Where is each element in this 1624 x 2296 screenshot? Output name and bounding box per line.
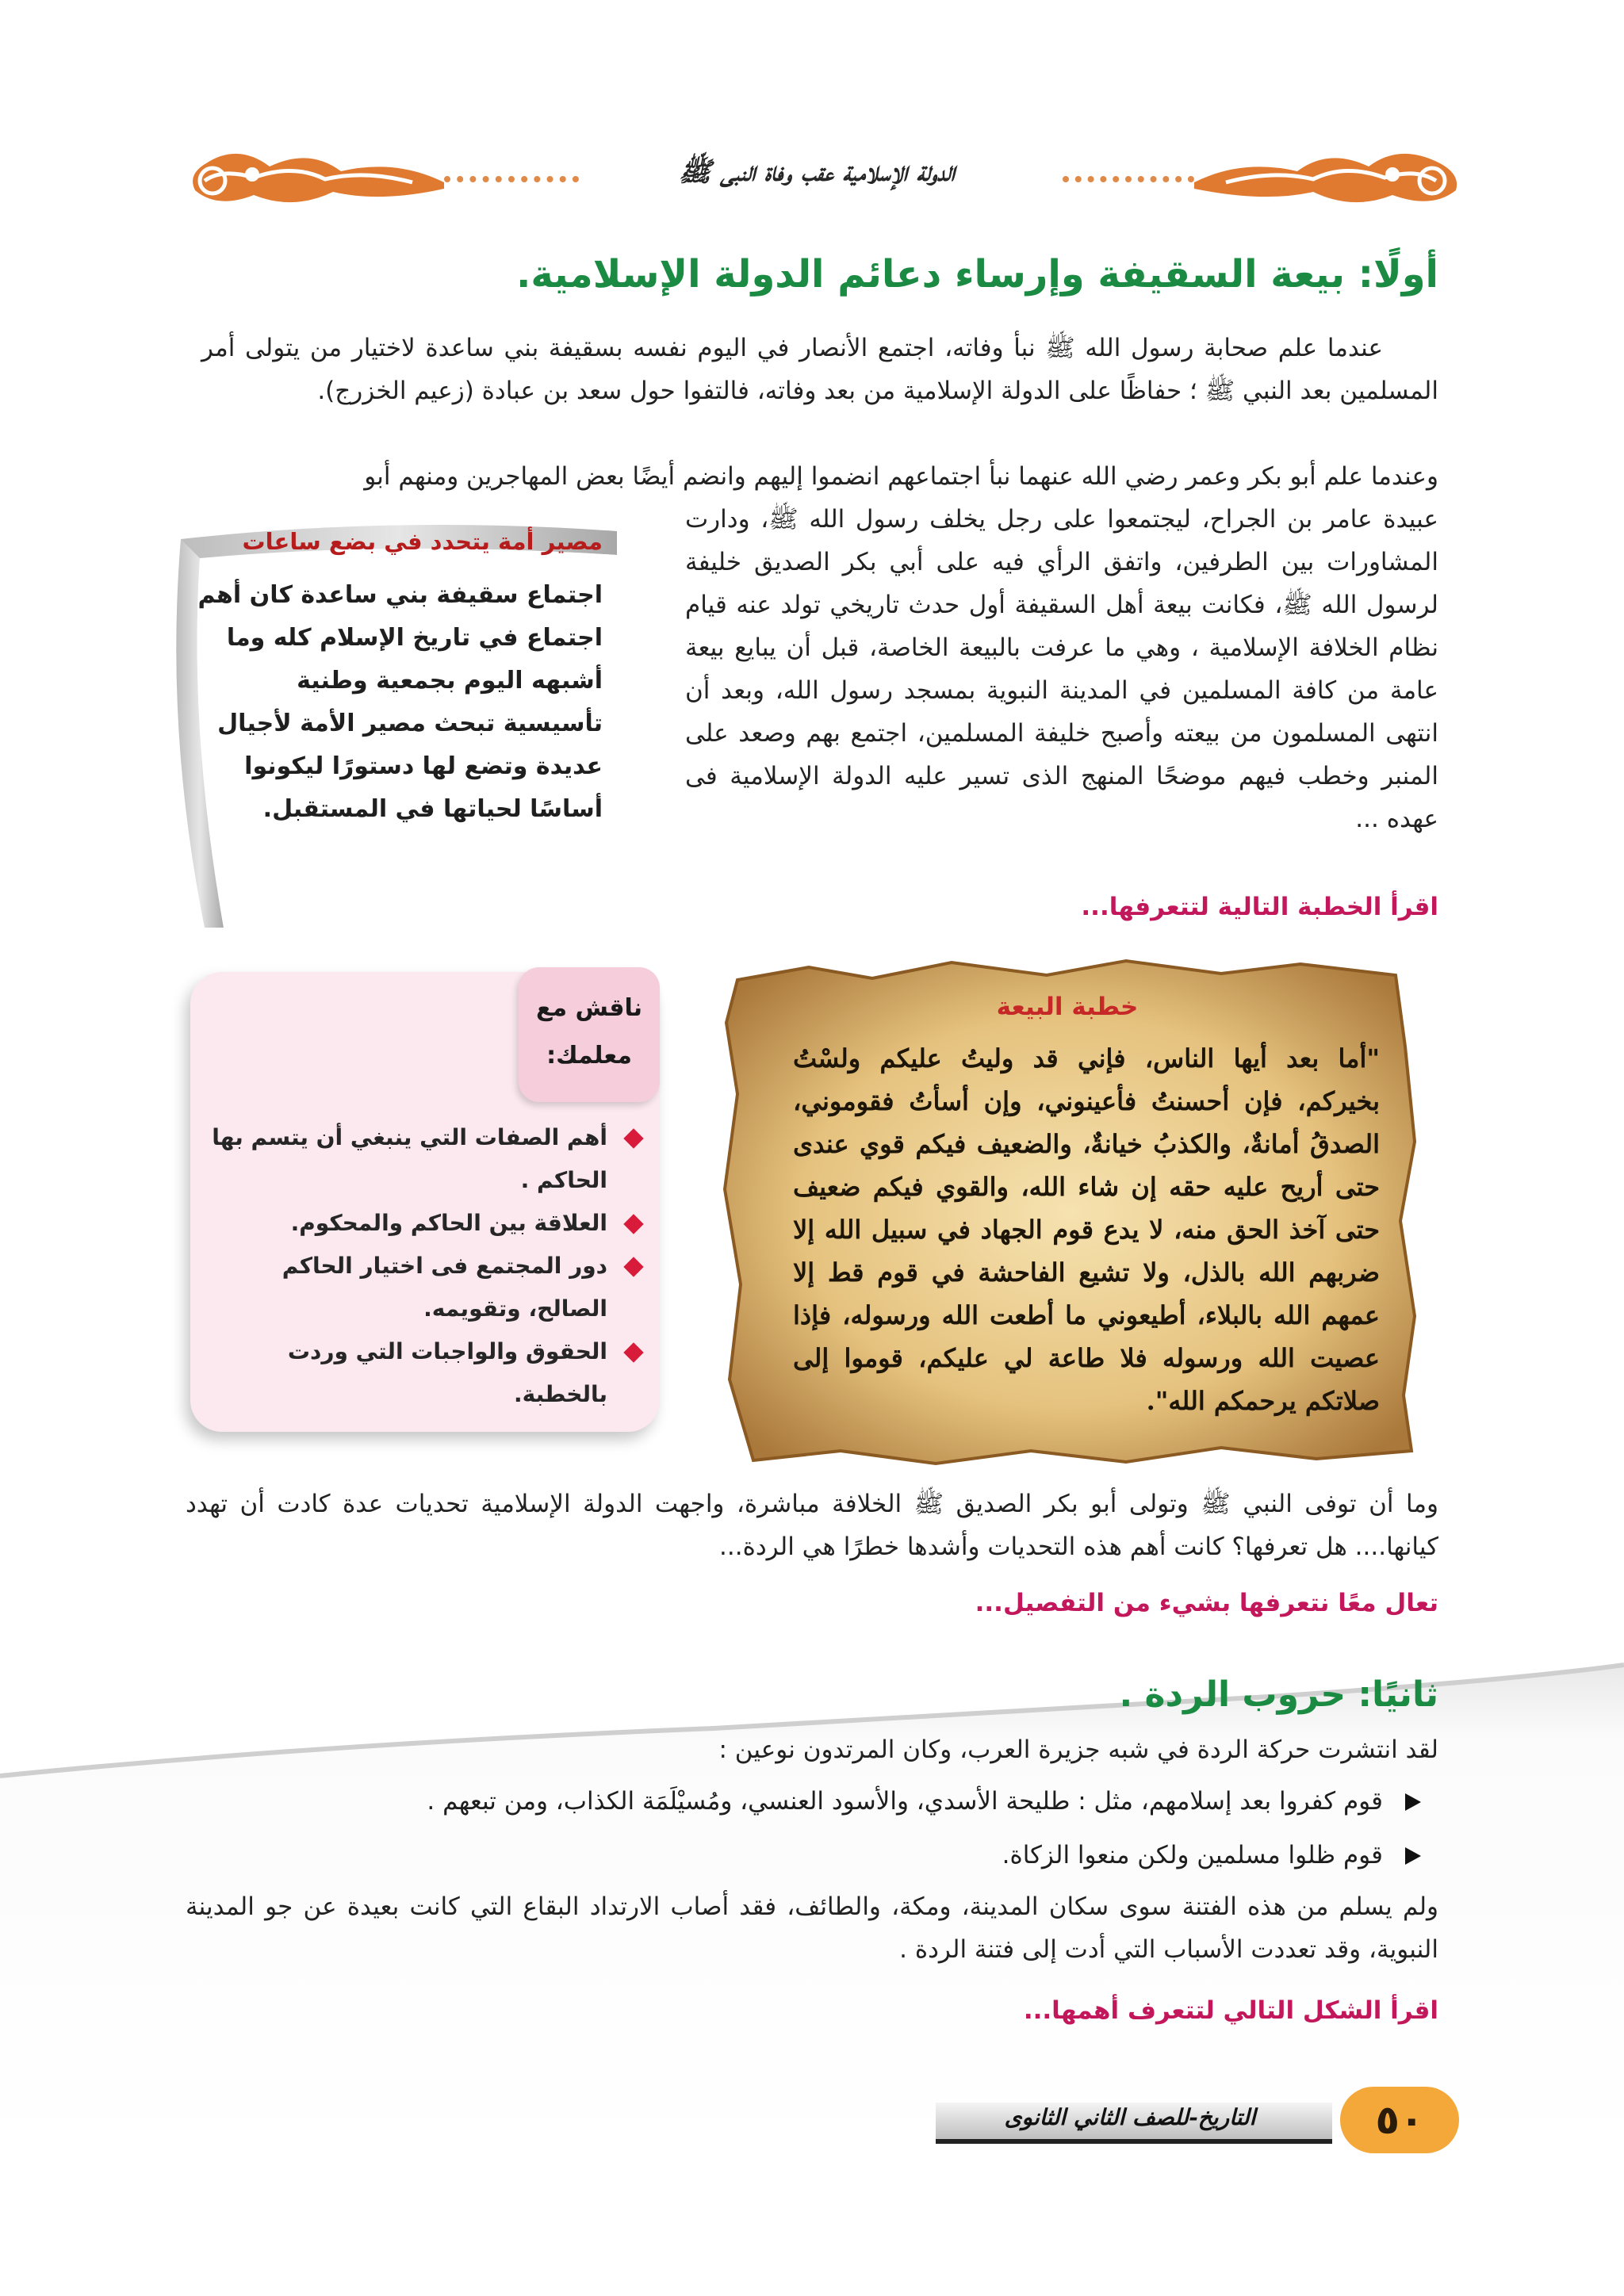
sidebox-content bbox=[157, 507, 625, 936]
discuss-item bbox=[201, 1202, 645, 1245]
diamond-bullet-icon bbox=[623, 1342, 643, 1362]
read-speech-cue: اقرأ الخطبة التالية لتتعرفها... bbox=[1081, 893, 1438, 921]
discuss-item bbox=[201, 1330, 645, 1416]
discuss-item bbox=[201, 1116, 645, 1202]
sidebox-text: اجتماع سقيفة بني ساعدة كان أهم اجتماع في تاريخ الإسلام كله وما أشبهه اليوم بجمعية وطنية تأسيسية تبحث مصير الأمة لأجيال عديدة وتضع لها دستورًا ليكونوا أساسًا لحياتها في المستقبل. bbox=[197, 581, 603, 823]
section-2-paragraph: ولم يسلم من هذه الفتنة سوى سكان المدينة، ومكة، والطائف، فقد أصاب الارتداد البقاع التي كانت بعيدة عن جو المدينة النبوية، وقد تعددت الأسباب التي أدت إلى فتنة الردة . bbox=[186, 1892, 1438, 1964]
discuss-item-text: الحقوق والواجبات التي وردت بالخطبة. bbox=[287, 1338, 607, 1407]
discuss-item-text: العلاقة بين الحاكم والمحكوم. bbox=[290, 1210, 607, 1236]
details-cue: تعال معًا نتعرفها بشيء من التفصيل... bbox=[975, 1589, 1438, 1617]
discuss-tab bbox=[519, 967, 660, 1102]
header-title: الدولة الإسلامية عقب وفاة النبى ﷺ bbox=[678, 156, 956, 188]
section-2-heading: ثانيًا: حروب الردة . bbox=[1119, 1674, 1438, 1715]
footer-book-title: التاريخ-للصف الثاني الثانوى bbox=[1004, 2104, 1256, 2130]
after-speech-paragraph: وما أن توفى النبي ﷺ وتولى أبو بكر الصديق ﷺ الخلافة مباشرة، واجهت الدولة الإسلامية تحديات عدة كادت أن تهدد كيانها.... هل تعرفها؟ كانت أهم هذه التحديات وأشدها خطرًا هي الردة... bbox=[186, 1490, 1438, 1561]
header-ornament-left bbox=[190, 143, 444, 214]
discuss-box bbox=[190, 972, 660, 1432]
read-figure-cue: اقرأ الشكل التالي لتتعرف أهمها... bbox=[1023, 1996, 1438, 2025]
diamond-bullet-icon bbox=[623, 1128, 643, 1148]
section-1-paragraph-1 bbox=[201, 327, 1438, 412]
discuss-tab-line-2: معلمك: bbox=[546, 1042, 632, 1070]
section-1-heading: أولًا: بيعة السقيفة وإرساء دعائم الدولة الإسلامية. bbox=[516, 252, 1438, 297]
apostate-type-text: قوم كفروا بعد إسلامهم، مثل : طليحة الأسدي، والأسود العنسي، ومُسيْلَمَة الكذاب، ومن تبعهم . bbox=[427, 1787, 1383, 1816]
discuss-item-text: دور المجتمع فى اختيار الحاكم الصالح، وتقويمه. bbox=[282, 1253, 607, 1322]
section-1-paragraph-2: وعندما علم أبو بكر وعمر رضي الله عنهما نبأ اجتماعهم انضموا إليهم وانضم أيضًا بعض المهاجرين ومنهم أبو bbox=[364, 462, 1438, 491]
header-dots-right bbox=[1063, 176, 1194, 182]
section-2-intro: لقد انتشرت حركة الردة في شبه جزيرة العرب، وكان المرتدون نوعين : bbox=[718, 1735, 1438, 1764]
page-number-badge bbox=[1340, 2087, 1459, 2153]
diamond-bullet-icon bbox=[623, 1214, 643, 1234]
arrow-bullet-icon bbox=[1405, 1847, 1421, 1865]
diamond-bullet-icon bbox=[623, 1257, 643, 1276]
section-2-bullets bbox=[201, 1774, 1438, 1882]
discuss-item-text: أهم الصفات التي ينبغي أن يتسم بها الحاكم . bbox=[212, 1124, 607, 1193]
discuss-list bbox=[201, 1116, 645, 1416]
sidebox-title: مصير أمة يتحدد في بضع ساعات bbox=[242, 528, 603, 555]
speech-text: "أما بعد أيها الناس، فإني قد وليتُ عليكم ولسْتُ بخيركم، فإن أحسنتُ فأعينوني، وإن أسأتُ فقوموني، الصدقُ أمانةٌ، والكذبُ خيانةٌ، والضعيف فيكم قوي عندى حتى أريح عليه حقه إن شاء الله، والقوي فيكم ضعيف حتى آخذ الحق منه، لا يدع قوم الجهاد في سبيل الله إلا ضربهم الله بالذل، ولا تشيع الفاحشة في قوم قط إلا عمهم الله بالبلاء، أطيعوني ما أطعت الله ورسوله، فإذا عصيت الله ورسوله فلا طاعة لي عليكم، قوموا إلى صلاتكم يرحمكم الله". bbox=[793, 1043, 1380, 1416]
section-1-paragraph-3: عبيدة عامر بن الجراح، ليجتمعوا على رجل يخلف رسول الله ﷺ، ودارت المشاورات بين الطرفين، واتفق الرأي فيه على أبي بكر الصديق خليفة لرسول الله ﷺ، فكانت بيعة أهل السقيفة أول حدث تاريخي تولد عنه قيام نظام الخلافة الإسلامية ، وهي ما عرفت بالبيعة الخاصة، قبل أن يبايع بيعة عامة من كافة المسلمين في المدينة النبوية بمسجد رسول الله، وبعد أن انتهى المسلمون من بيعته وأصبح خليفة المسلمين، اجتمع بهم وصعد على المنبر وخطب فيهم موضحًا المنهج الذى تسير عليه الدولة الإسلامية فى عهده ... bbox=[685, 505, 1438, 833]
page-number: ٥٠ bbox=[1375, 2097, 1424, 2143]
apostate-type-text: قوم ظلوا مسلمين ولكن منعوا الزكاة. bbox=[1002, 1841, 1383, 1869]
arrow-bullet-icon bbox=[1405, 1793, 1421, 1811]
discuss-tab-line-1: ناقش مع bbox=[535, 994, 643, 1022]
apostate-type-item bbox=[201, 1774, 1438, 1828]
header-dots-left bbox=[444, 176, 579, 182]
speech-title: خطبة البيعة bbox=[996, 993, 1139, 1021]
paragraph-1-text: عندما علم صحابة رسول الله ﷺ نبأ وفاته، اجتمع الأنصار في اليوم نفسه بسقيفة بني ساعدة لاختيار من يتولى أمر المسلمين بعد النبي ﷺ ؛ حفاظًا على الدولة الإسلامية من بعد وفاته، فالتفوا حول سعد بن عبادة (زعيم الخزرج). bbox=[201, 334, 1438, 405]
header-ornament-right bbox=[1194, 143, 1464, 214]
discuss-item bbox=[201, 1245, 645, 1330]
apostate-type-item bbox=[201, 1828, 1438, 1882]
